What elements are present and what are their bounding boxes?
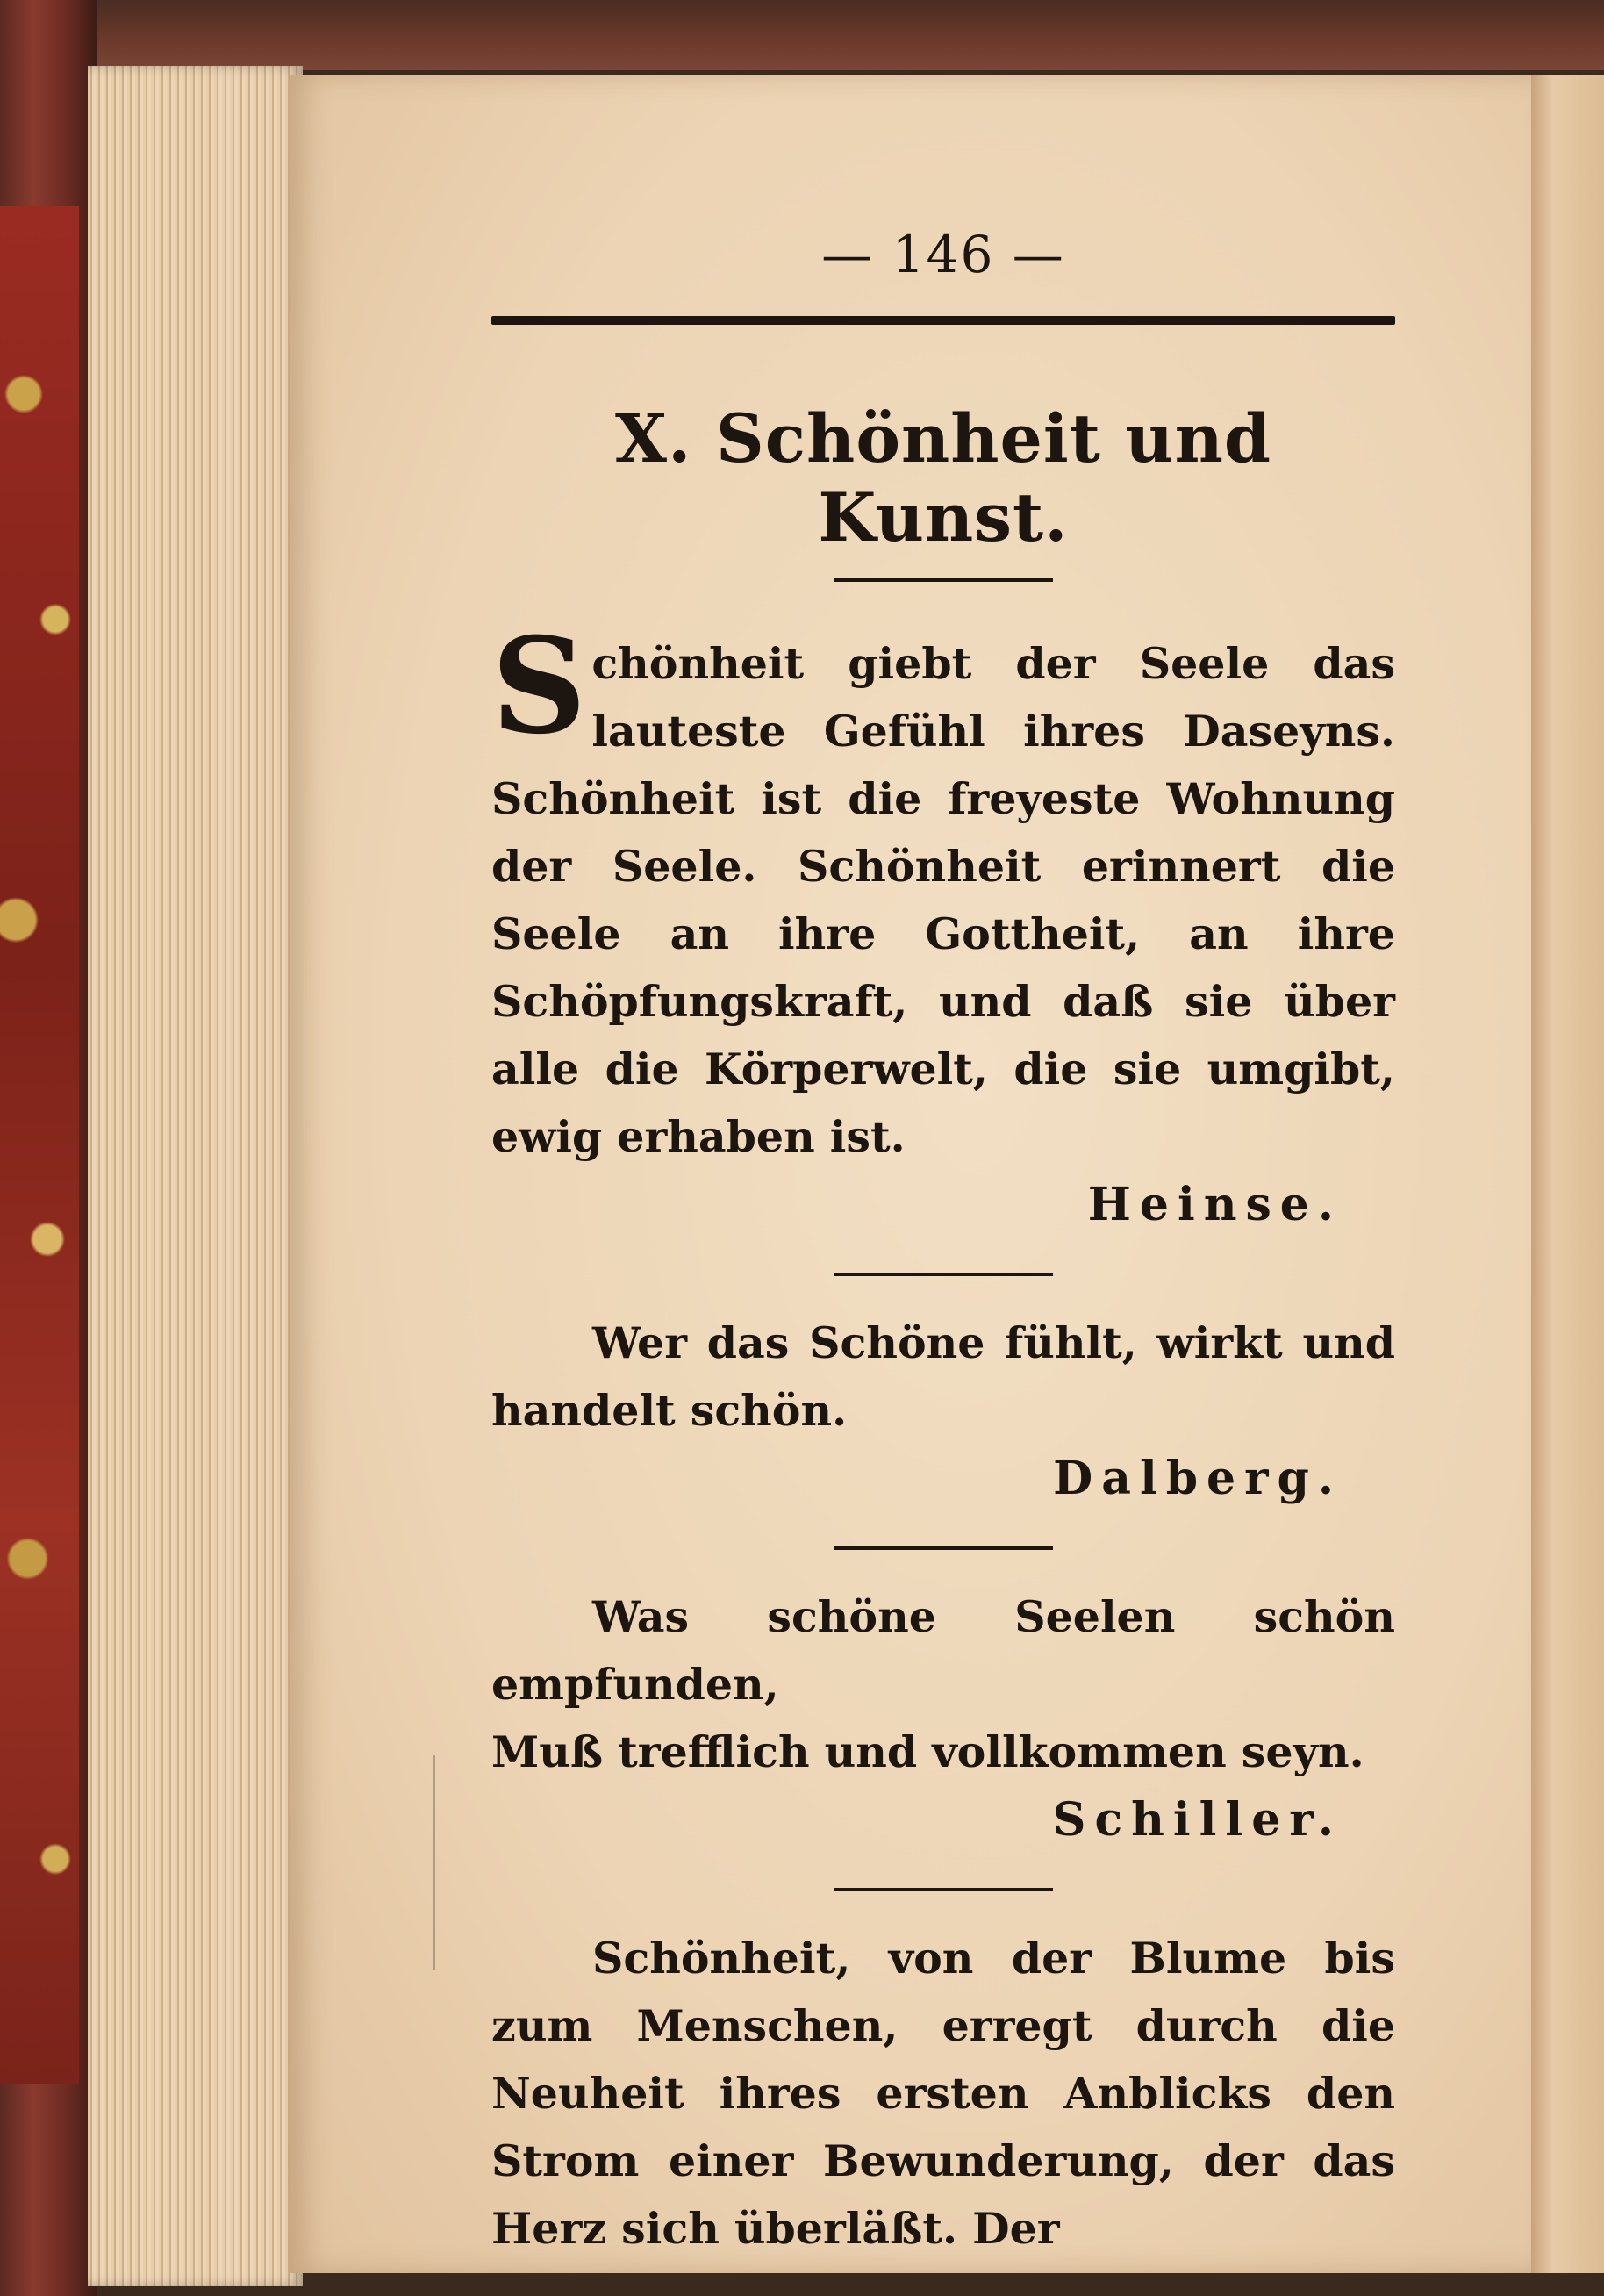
quote-4-text: Schönheit, von der Blume bis zum Menschen, erregt durch die Neuheit ihres ersten Anblicks den Strom einer Bewunderung, der das Herz sich überläßt. Der: [491, 1933, 1395, 2254]
facing-page-edge: [1531, 75, 1604, 2273]
section-divider-1: [834, 1273, 1053, 1276]
quote-3-line-2: Muß trefflich und vollkommen seyn.: [491, 1726, 1364, 1777]
margin-mark: [433, 1755, 435, 1970]
marbled-cover: [0, 206, 79, 2084]
quote-2-author: Dalberg.: [1053, 1452, 1343, 1505]
page-number: — 146 —: [821, 225, 1065, 284]
drop-cap: S: [491, 609, 587, 764]
book-cover-top: [0, 0, 1604, 70]
section-divider-2: [834, 1546, 1053, 1550]
page-edges: [88, 66, 303, 2286]
chapter-title: X. Schönheit und Kunst.: [615, 399, 1271, 556]
quote-1-body: chönheit giebt der Seele das lauteste Gefühl ihres Daseyns. Schönheit ist die freyeste Wohnung der Seele. Schönheit erinnert die Seele an ihre Gottheit, an ihre Schöpfungskraft, und daß sie über alle die Körperwelt, die sie umgibt, ewig erhaben ist.: [491, 638, 1395, 1162]
header-rule: [491, 316, 1395, 325]
title-divider: [834, 578, 1053, 582]
book-cover-spine: [0, 0, 97, 2296]
page-content: [491, 219, 1395, 2263]
quote-3-author: Schiller.: [1052, 1793, 1343, 1847]
quote-3-line-1: Was schöne Seelen schön empfunden,: [491, 1591, 1395, 1710]
quote-1-author: Heinse.: [1087, 1178, 1343, 1231]
quote-1-text: [491, 609, 1395, 1171]
quote-2-text: Wer das Schöne fühlt, wirkt und handelt schön.: [491, 1317, 1395, 1436]
section-divider-3: [834, 1888, 1053, 1891]
